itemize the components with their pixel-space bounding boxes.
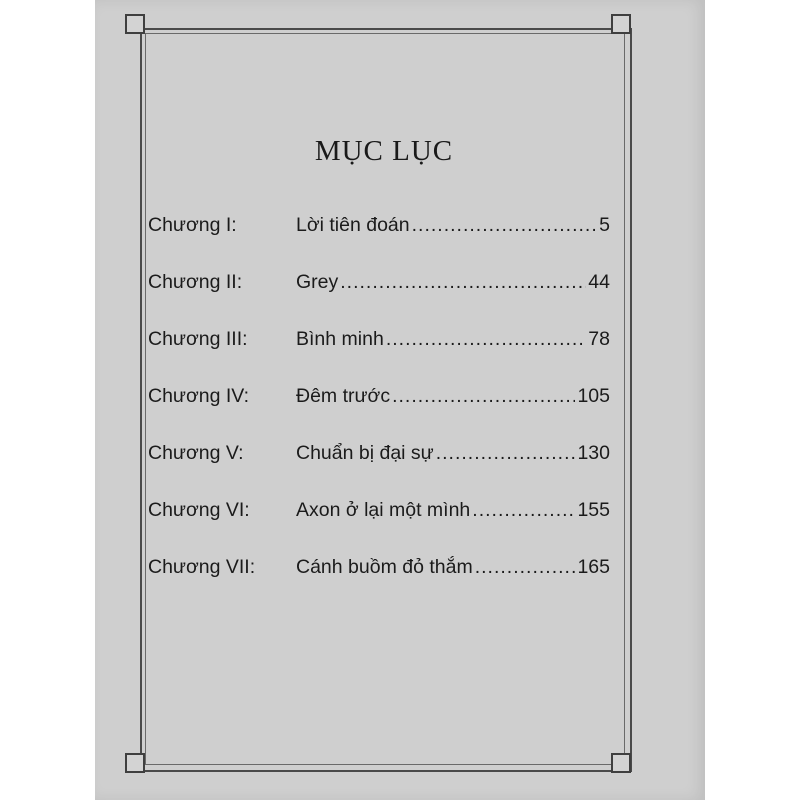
toc-page-number: 165	[577, 556, 610, 578]
toc-chapter-name: Grey	[296, 271, 339, 293]
toc-leader-dots	[392, 385, 575, 408]
toc-chapter-name: Đêm trước	[296, 385, 391, 407]
toc-chapter-name: Bình minh	[296, 328, 384, 350]
frame-corner-ornament	[125, 14, 145, 34]
toc-page-number: 44	[588, 271, 610, 293]
toc-chapter-name: Axon ở lại một mình	[296, 499, 471, 521]
toc-entry	[148, 328, 610, 368]
toc-leader-dots	[340, 271, 586, 294]
toc-leader-dots	[436, 442, 576, 465]
toc-leader-dots	[412, 214, 598, 237]
toc-page-number: 105	[577, 385, 610, 407]
toc-chapter-label: Chương VI:	[148, 499, 250, 521]
toc-chapter-name: Cánh buồm đỏ thắm	[296, 556, 473, 578]
toc-page-number: 130	[577, 442, 610, 464]
toc-chapter-label: Chương I:	[148, 214, 237, 236]
toc-page-number: 5	[599, 214, 610, 236]
toc-entry	[148, 499, 610, 539]
frame-corner-ornament	[125, 753, 145, 773]
toc-entry	[148, 442, 610, 482]
frame-corner-ornament	[611, 753, 631, 773]
toc-title: MỤC LỤC	[314, 135, 454, 167]
table-of-contents	[148, 214, 610, 613]
toc-entry	[148, 214, 610, 254]
toc-chapter-label: Chương IV:	[148, 385, 249, 407]
toc-entry	[148, 271, 610, 311]
toc-page-number: 155	[577, 499, 610, 521]
toc-chapter-label: Chương V:	[148, 442, 244, 464]
toc-leader-dots	[386, 328, 586, 351]
toc-chapter-name: Lời tiên đoán	[296, 214, 410, 236]
toc-chapter-label: Chương III:	[148, 328, 248, 350]
frame-corner-ornament	[611, 14, 631, 34]
toc-leader-dots	[472, 499, 575, 522]
toc-page-number: 78	[588, 328, 610, 350]
toc-chapter-label: Chương VII:	[148, 556, 256, 578]
toc-chapter-name: Chuẩn bị đại sự	[296, 442, 434, 464]
toc-chapter-label: Chương II:	[148, 271, 243, 293]
toc-leader-dots	[475, 556, 576, 579]
toc-entry	[148, 385, 610, 425]
toc-entry	[148, 556, 610, 596]
